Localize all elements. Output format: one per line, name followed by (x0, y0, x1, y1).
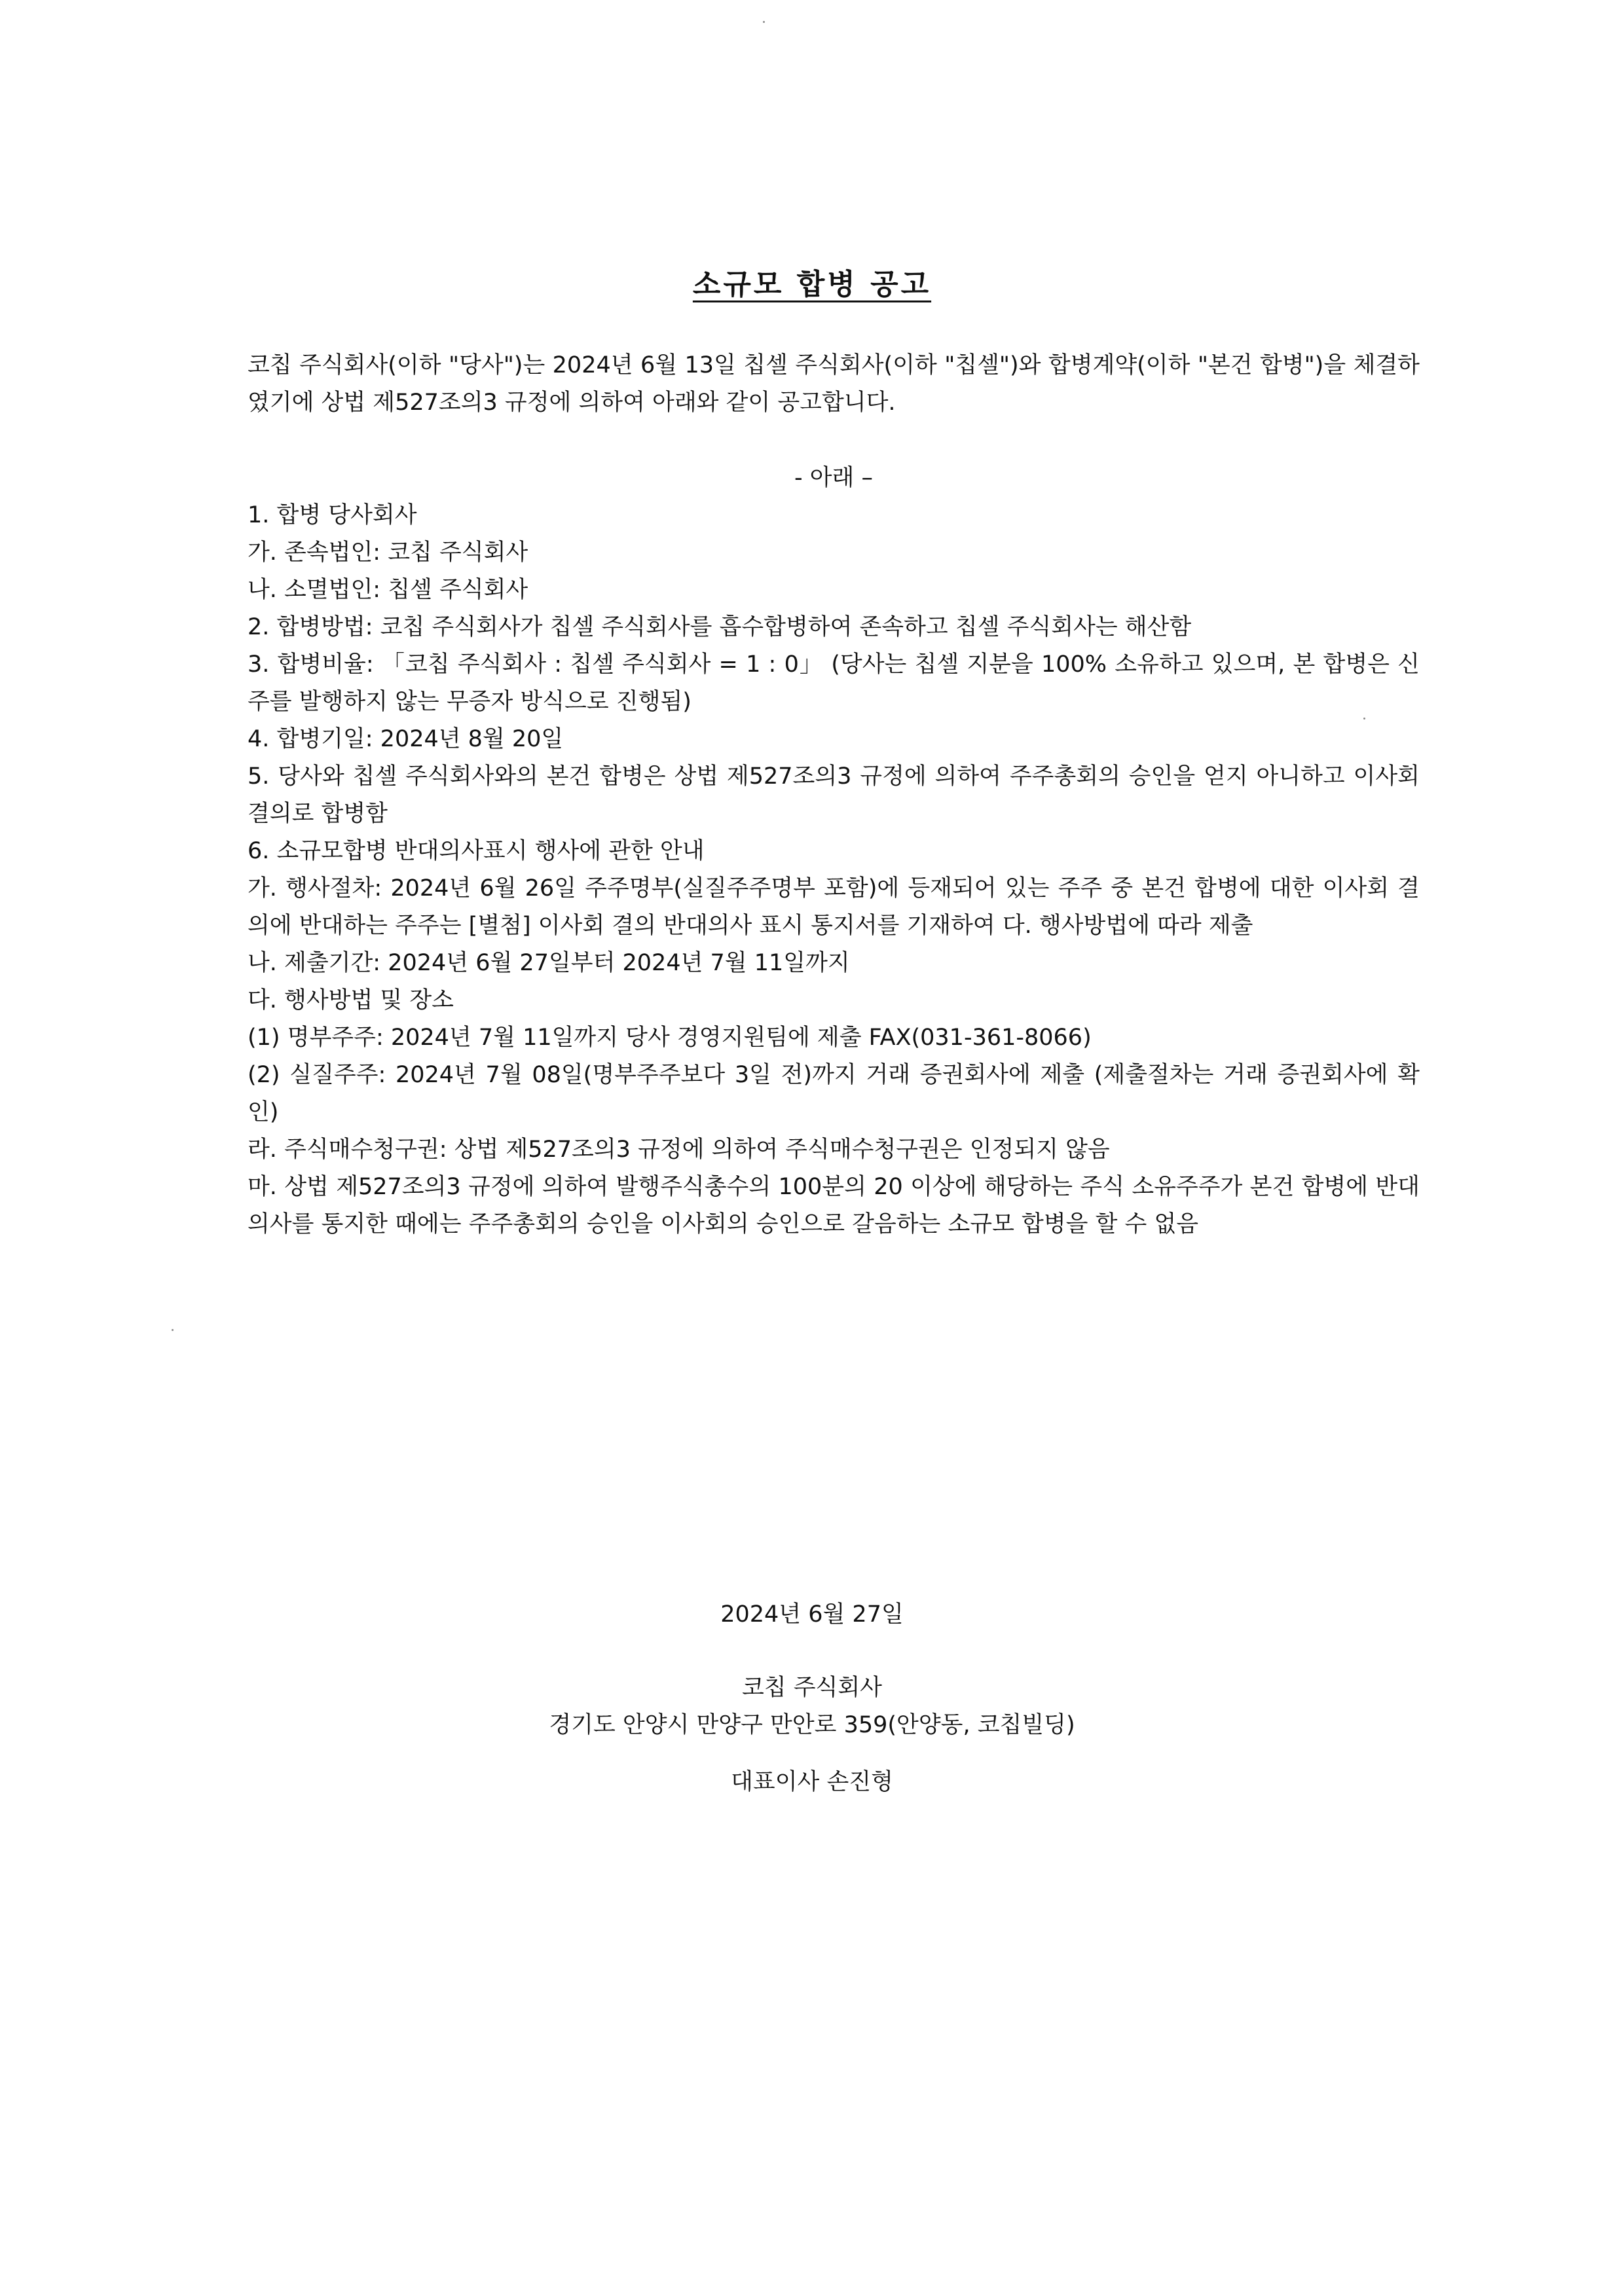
intro-paragraph: 코칩 주식회사(이하 "당사")는 2024년 6월 13일 칩셀 주식회사(이하 "칩셀")와 합병계약(이하 "본건 합병")을 체결하였기에 상법 제527조의3 규정에 의하여 아래와 같이 공고합니다. (248, 352, 1420, 416)
item-6-da-2: (2) 실질주주: 2024년 7월 08일(명부주주보다 3일 전)까지 거래 증권회사에 제출 (제출절차는 거래 증권회사에 확인) (248, 1062, 1420, 1125)
company-name: 코칩 주식회사 (742, 1675, 882, 1701)
item-3: 3. 합병비율: 「코칩 주식회사 : 칩셀 주식회사 = 1 : 0」 (당사는 칩셀 지분을 100% 소유하고 있으며, 본 합병은 신주를 발행하지 않는 무증자 방식으로 진행됨) (248, 651, 1420, 715)
item-4: 4. 합병기일: 2024년 8월 20일 (248, 726, 564, 752)
item-5: 5. 당사와 칩셀 주식회사와의 본건 합병은 상법 제527조의3 규정에 의하여 주주총회의 승인을 얻지 아니하고 이사회 결의로 합병함 (248, 763, 1420, 827)
document-body (248, 347, 1420, 1243)
item-6-na: 나. 제출기간: 2024년 6월 27일부터 2024년 7월 11일까지 (248, 950, 850, 976)
scan-speck (1363, 718, 1365, 720)
page-title (0, 261, 1624, 302)
item-6: 6. 소규모합병 반대의사표시 행사에 관한 안내 (248, 838, 705, 864)
item-6-da: 다. 행사방법 및 장소 (248, 987, 454, 1013)
closing-block (0, 1596, 1624, 1801)
notice-date: 2024년 6월 27일 (720, 1601, 904, 1628)
item-1-ga: 가. 존속법인: 코칩 주식회사 (248, 539, 528, 566)
arae-heading: - 아래 – (794, 465, 873, 491)
item-list (248, 497, 1420, 1243)
scan-speck (172, 1329, 174, 1331)
item-1: 1. 합병 당사회사 (248, 502, 417, 528)
item-6-ma: 마. 상법 제527조의3 규정에 의하여 발행주식총수의 100분의 20 이상에 해당하는 주식 소유주주가 본건 합병에 반대의사를 통지한 때에는 주주총회의 승인을 이사회의 승인으로 갈음하는 소규모 합병을 할 수 없음 (248, 1174, 1420, 1237)
item-6-da-1: (1) 명부주주: 2024년 7월 11일까지 당사 경영지원팀에 제출 FAX(031-361-8066) (248, 1025, 1092, 1051)
page-title-text: 소규모 합병 공고 (692, 268, 932, 301)
item-6-ra: 라. 주식매수청구권: 상법 제527조의3 규정에 의하여 주식매수청구권은 인정되지 않음 (248, 1137, 1110, 1163)
company-address: 경기도 안양시 만양구 만안로 359(안양동, 코칩빌딩) (549, 1712, 1075, 1738)
scan-speck (763, 21, 765, 23)
item-6-ga: 가. 행사절차: 2024년 6월 26일 주주명부(실질주주명부 포함)에 등재되어 있는 주주 중 본건 합병에 대한 이사회 결의에 반대하는 주주는 [별첨] 이사회 결의 반대의사 표시 통지서를 기재하여 다. 행사방법에 따라 제출 (248, 875, 1420, 939)
item-2: 2. 합병방법: 코칩 주식회사가 칩셀 주식회사를 흡수합병하여 존속하고 칩셀 주식회사는 해산함 (248, 614, 1192, 640)
ceo-name: 대표이사 손진형 (731, 1769, 893, 1795)
item-1-na: 나. 소멸법인: 칩셀 주식회사 (248, 577, 528, 603)
